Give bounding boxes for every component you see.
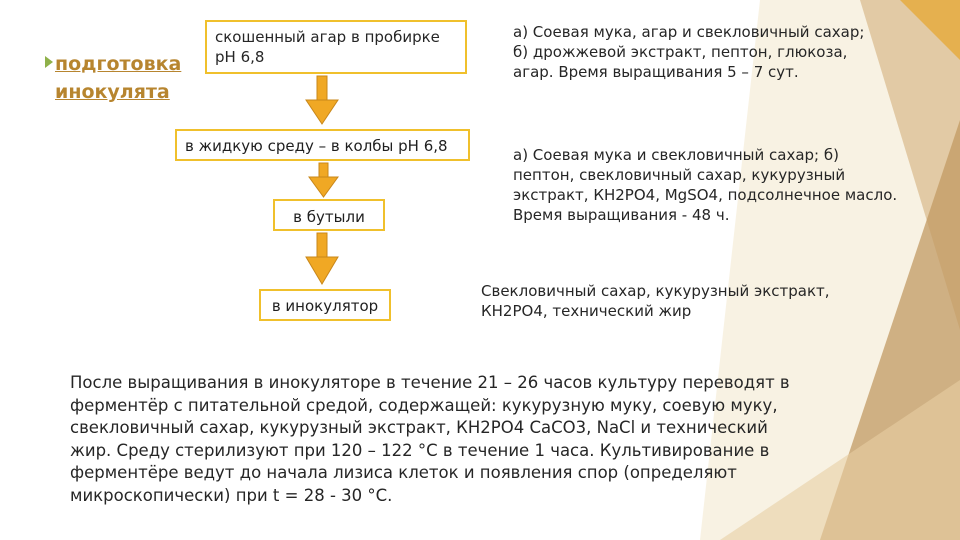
arrow-down-icon — [306, 233, 338, 284]
arrow-down-icon — [306, 76, 338, 124]
flow-step-label: скошенный агар в пробирке pH 6,8 — [215, 28, 440, 66]
flow-step-inoculator: в инокулятор — [259, 289, 391, 321]
flow-step-flasks: в жидкую среду – в колбы рН 6,8 — [175, 129, 470, 161]
flow-step-slant-agar — [205, 20, 467, 74]
heading-line-2: инокулята — [55, 81, 170, 103]
fermenter-description: После выращивания в инокуляторе в течение 21 – 26 часов культуру переводят в ферментёр с питательной средой, содержащей: кукурузную муку, соевую муку, свекловичный сахар, кукурузный экстракт, КН2РО4 СаСО3, NaCl и технический жир. Среду стерилизуют при 120 – 122 °С в течение 1 часа. Культивирование в ферментёре ведут до начала лизиса клеток и появления спор (определяют микроскопически) при t = 28 - 30 °С. — [70, 373, 790, 505]
note-medium-agar: а) Соевая мука, агар и свекловичный сахар; б) дрожжевой экстракт, пептон, глюкоза, агар. Время выращивания 5 – 7 сут. — [513, 23, 865, 81]
note-medium-inoculator: Свекловичный сахар, кукурузный экстракт, КН2РО4, технический жир — [481, 282, 830, 320]
heading-line-1: подготовка — [55, 53, 182, 75]
note-medium-flasks: а) Соевая мука и свекловичный сахар; б) пептон, свекловичный сахар, кукурузный экстракт, КН2РО4, MgSO4, подсолнечное масло. Время выращивания - 48 ч. — [513, 146, 898, 224]
flow-step-bottles: в бутыли — [273, 199, 385, 231]
arrow-down-icon — [309, 163, 338, 197]
